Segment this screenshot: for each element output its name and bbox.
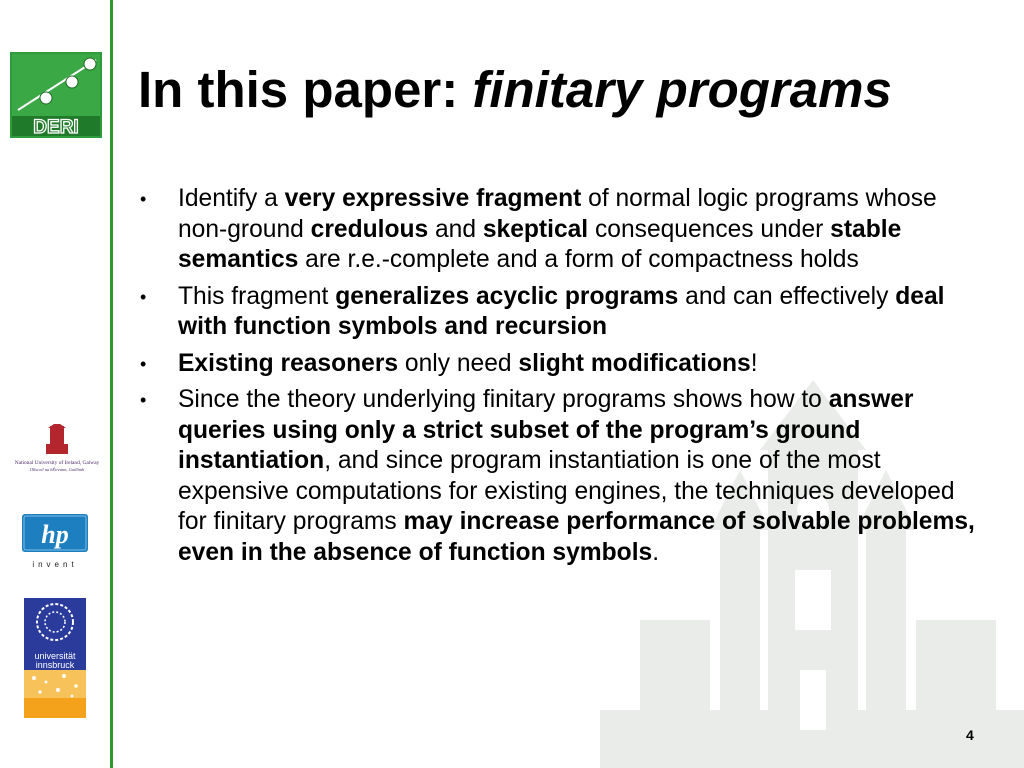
- bullet-text: consequences under: [588, 215, 831, 243]
- ibk-text-line2: innsbruck: [35, 660, 75, 670]
- bullet-text-bold: credulous: [310, 215, 429, 243]
- bullet-item: [140, 184, 990, 276]
- innsbruck-logo-icon: [24, 598, 86, 718]
- bullet-text: Since the theory underlying finitary programs shows how to: [178, 386, 829, 413]
- bullet-text-bold: generalizes acyclic programs: [335, 282, 679, 310]
- hp-logo-text: hp: [41, 520, 69, 549]
- bullet-icon: •: [140, 286, 147, 307]
- slide-title: [138, 58, 892, 122]
- bullet-list: [140, 184, 990, 574]
- bullet-item: [140, 282, 990, 343]
- deri-logo-icon: [10, 52, 102, 138]
- sidebar-divider: [110, 0, 113, 768]
- nuig-crest-icon: [4, 424, 110, 480]
- bullet-text: only need: [398, 349, 519, 377]
- bullet-text: are r.e.-complete and a form of compactness holds: [298, 246, 859, 273]
- page-number: 4: [966, 727, 974, 743]
- bullet-text-bold: skeptical: [482, 215, 589, 243]
- deri-logo-text: DERI: [33, 117, 79, 138]
- nuig-text-line1: National University of Ireland, Galway: [14, 460, 100, 466]
- bullet-text-bold: deal with function symbols and recursion: [178, 282, 945, 340]
- ibk-text-line1: universität: [34, 651, 76, 661]
- bullet-icon: •: [140, 353, 147, 374]
- slide-title-plain: In this paper:: [138, 61, 473, 118]
- bullet-text-bold: stable semantics: [178, 215, 902, 273]
- bullet-text-bold: may increase performance of solvable problems, even in the absence of function symbols: [178, 508, 975, 566]
- bullet-text-bold: very expressive fragment: [284, 185, 582, 212]
- nuig-text-line2: Ollscoil na hÉireann, Gaillimh: [29, 467, 85, 472]
- bullet-text-bold: Existing reasoners: [178, 349, 399, 377]
- bullet-text: of normal logic programs whose non-ground: [178, 185, 937, 243]
- bullet-text: This fragment: [178, 282, 336, 310]
- bullet-text: and can effectively: [678, 282, 896, 310]
- bullet-text-bold: answer queries using only a strict subset of the program’s ground instantiation: [178, 386, 914, 474]
- bullet-text: .: [652, 538, 660, 566]
- bullet-item: [140, 385, 990, 568]
- bullet-icon: •: [140, 189, 147, 209]
- bullet-text: Identify a: [178, 185, 285, 212]
- hp-tagline: invent: [32, 560, 78, 569]
- bullet-text: and: [428, 215, 483, 243]
- bullet-icon: •: [140, 390, 147, 410]
- bullet-text: !: [750, 349, 758, 377]
- hp-logo-icon: [20, 512, 94, 572]
- slide-title-italic: finitary programs: [472, 61, 892, 118]
- bullet-text-bold: slight modifications: [518, 349, 751, 377]
- bullet-item: [140, 349, 990, 380]
- bullet-text: , and since program instantiation is one of the most expensive computations for existing engines, the techniques developed for finitary programs: [178, 447, 955, 535]
